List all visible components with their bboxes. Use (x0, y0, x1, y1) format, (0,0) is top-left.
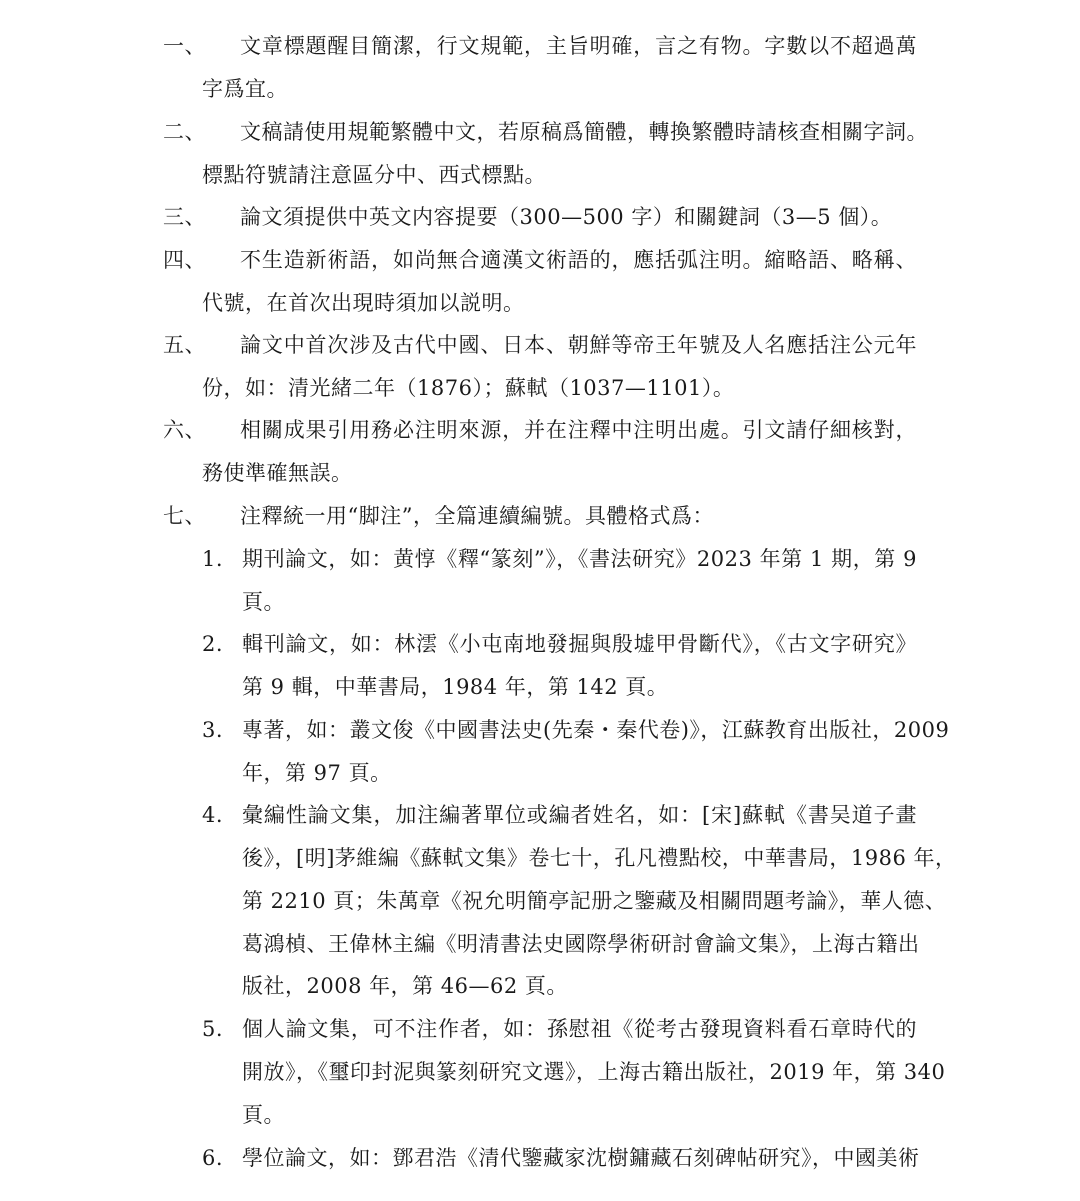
subitem-text-line: 頁。 (242, 1103, 285, 1127)
subitem-text-line: 頁。 (242, 590, 285, 614)
subitem-number: 6. (202, 1146, 224, 1170)
subitem-text-line: 第 2210 頁；朱萬章《祝允明簡亭記册之鑒藏及相關問題考論》，華人德、 (242, 889, 947, 913)
item-number: 二、 (163, 120, 206, 144)
subitem-text-line: 期刊論文，如：黄惇《釋“篆刻”》，《書法研究》2023 年第 1 期，第 9 (242, 547, 917, 571)
item-text-line: 文章標題醒目簡潔，行文規範，主旨明確，言之有物。字數以不超過萬 (240, 34, 917, 58)
item-text-line: 字爲宜。 (202, 77, 288, 101)
item-number: 七、 (163, 504, 206, 528)
item-text-line: 務使準確無誤。 (202, 461, 353, 485)
subitem-text-line: 葛鴻楨、王偉林主編《明清書法史國際學術研討會論文集》，上海古籍出 (242, 932, 920, 956)
item-number: 五、 (163, 333, 206, 357)
item-number: 一、 (163, 34, 206, 58)
item-number: 四、 (163, 248, 206, 272)
subitem-text-line: 輯刊論文，如：林澐《小屯南地發掘與殷墟甲骨斷代》，《古文字研究》 (242, 632, 917, 656)
subitem-text-line: 個人論文集，可不注作者，如：孫慰祖《從考古發現資料看石章時代的 (242, 1017, 917, 1041)
subitem-text-line: 專著，如：叢文俊《中國書法史(先秦・秦代卷)》，江蘇教育出版社，2009 (242, 718, 950, 742)
item-text-line: 文稿請使用規範繁體中文，若原稿爲簡體，轉換繁體時請核查相關字詞。 (240, 120, 928, 144)
subitem-text-line: 後》，[明]茅維編《蘇軾文集》卷七十，孔凡禮點校，中華書局，1986 年， (242, 846, 957, 870)
item-number: 六、 (163, 418, 206, 442)
item-text-line: 相關成果引用務必注明來源，并在注釋中注明出處。引文請仔細核對， (240, 418, 917, 442)
item-text-line: 標點符號請注意區分中、西式標點。 (202, 163, 546, 187)
subitem-text-line: 學位論文，如：鄧君浩《清代鑒藏家沈樹鏞藏石刻碑帖研究》，中國美術 (242, 1146, 920, 1170)
subitem-number: 4. (202, 803, 224, 827)
item-text-line: 份，如：清光緒二年（1876）；蘇軾（1037—1101）。 (202, 376, 735, 400)
subitem-number: 3. (202, 718, 224, 742)
subitem-number: 5. (202, 1017, 224, 1041)
item-text-line: 注釋統一用“脚注”，全篇連續編號。具體格式爲： (240, 504, 714, 528)
subitem-text-line: 彙編性論文集，加注編著單位或編者姓名，如：[宋]蘇軾《書吴道子畫 (242, 803, 917, 827)
subitem-text-line: 第 9 輯，中華書局，1984 年，第 142 頁。 (242, 675, 669, 699)
item-text-line: 不生造新術語，如尚無合適漢文術語的，應括弧注明。縮略語、略稱、 (240, 248, 917, 272)
subitem-number: 1. (202, 547, 224, 571)
subitem-text-line: 開放》，《璽印封泥與篆刻研究文選》，上海古籍出版社，2019 年，第 340 (242, 1060, 946, 1084)
item-text-line: 論文須提供中英文内容提要（300—500 字）和關鍵詞（3—5 個）。 (240, 205, 893, 229)
subitem-text-line: 年，第 97 頁。 (242, 761, 392, 785)
subitem-number: 2. (202, 632, 224, 656)
subitem-text-line: 版社，2008 年，第 46—62 頁。 (242, 974, 568, 998)
item-text-line: 論文中首次涉及古代中國、日本、朝鮮等帝王年號及人名應括注公元年 (240, 333, 917, 357)
item-text-line: 代號，在首次出現時須加以説明。 (202, 291, 525, 315)
item-number: 三、 (163, 205, 206, 229)
